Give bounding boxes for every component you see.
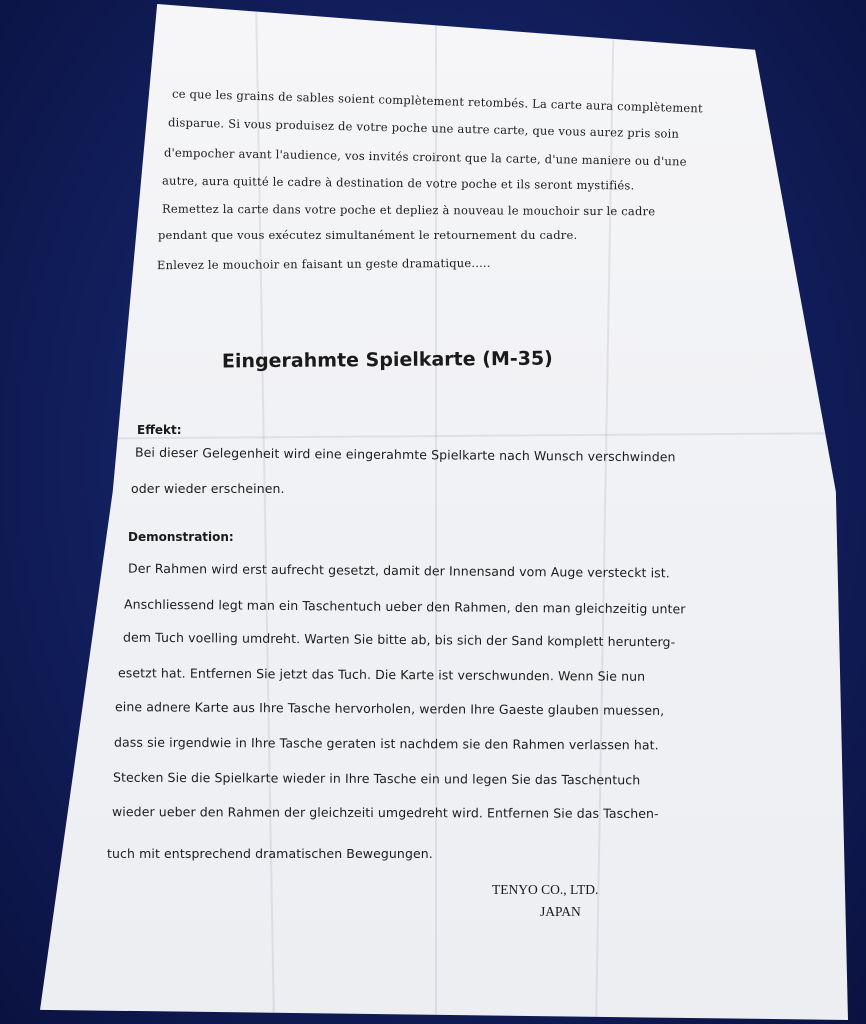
french-line-1: ce que les grains de sables soient complètement retombés. La carte aura complètement	[171, 86, 704, 116]
effekt-line-1: Bei dieser Gelegenheit wird eine eingerahmte Spielkarte nach Wunsch verschwinden	[134, 444, 676, 465]
demonstration-line-5: eine adnere Karte aus Ihre Tasche hervorholen, werden Ihre Gaeste glauben muessen,	[114, 699, 665, 718]
demonstration-line-3: dem Tuch voelling umdreht. Warten Sie bitte ab, bis sich der Sand komplett herunterg-	[122, 629, 676, 650]
effekt-line-2: oder wieder erscheinen.	[131, 481, 285, 496]
effekt-heading: Effekt:	[137, 423, 182, 437]
demonstration-heading: Demonstration:	[128, 530, 234, 544]
demonstration-line-4: esetzt hat. Entfernen Sie jetzt das Tuch. Die Karte ist verschwunden. Wenn Sie nun	[117, 665, 646, 684]
demonstration-line-7: Stecken Sie die Spielkarte wieder in Ihre Tasche ein und legen Sie das Taschentuch	[112, 769, 641, 788]
page-title: Eingerahmte Spielkarte (M-35)	[221, 347, 553, 373]
french-line-2: disparue. Si vous produisez de votre poche une autre carte, que vous aurez pris soin	[167, 115, 680, 141]
demonstration-line-2: Anschliessend legt man ein Taschentuch ueber den Rahmen, den man gleichzeitig unter	[123, 596, 686, 617]
french-line-7: Enlevez le mouchoir en faisant un geste dramatique.....	[156, 255, 491, 273]
french-line-5: Remettez la carte dans votre poche et depliez à nouveau le mouchoir sur le cadre	[161, 201, 656, 219]
company-name: TENYO CO., LTD.	[492, 882, 599, 897]
french-line-6: pendant que vous exécutez simultanément le retournement du cadre.	[158, 228, 578, 242]
company-country: JAPAN	[540, 904, 581, 919]
demonstration-line-6: dass sie irgendwie in Ihre Tasche geraten ist nachdem sie den Rahmen verlassen hat.	[113, 734, 659, 753]
french-line-4: autre, aura quitté le cadre à destination de votre poche et ils seront mystifiés.	[161, 173, 635, 193]
demonstration-line-8: wieder ueber den Rahmen der gleichzeiti umgedreht wird. Entfernen Sie das Taschen-	[111, 804, 659, 821]
demonstration-line-9: tuch mit entsprechend dramatischen Bewegungen.	[107, 846, 433, 861]
french-line-3: d'empocher avant l'audience, vos invités croiront que la carte, d'une maniere ou d'une	[163, 145, 687, 169]
demonstration-line-1: Der Rahmen wird erst aufrecht gesetzt, damit der Innensand vom Auge versteckt ist.	[127, 560, 670, 581]
